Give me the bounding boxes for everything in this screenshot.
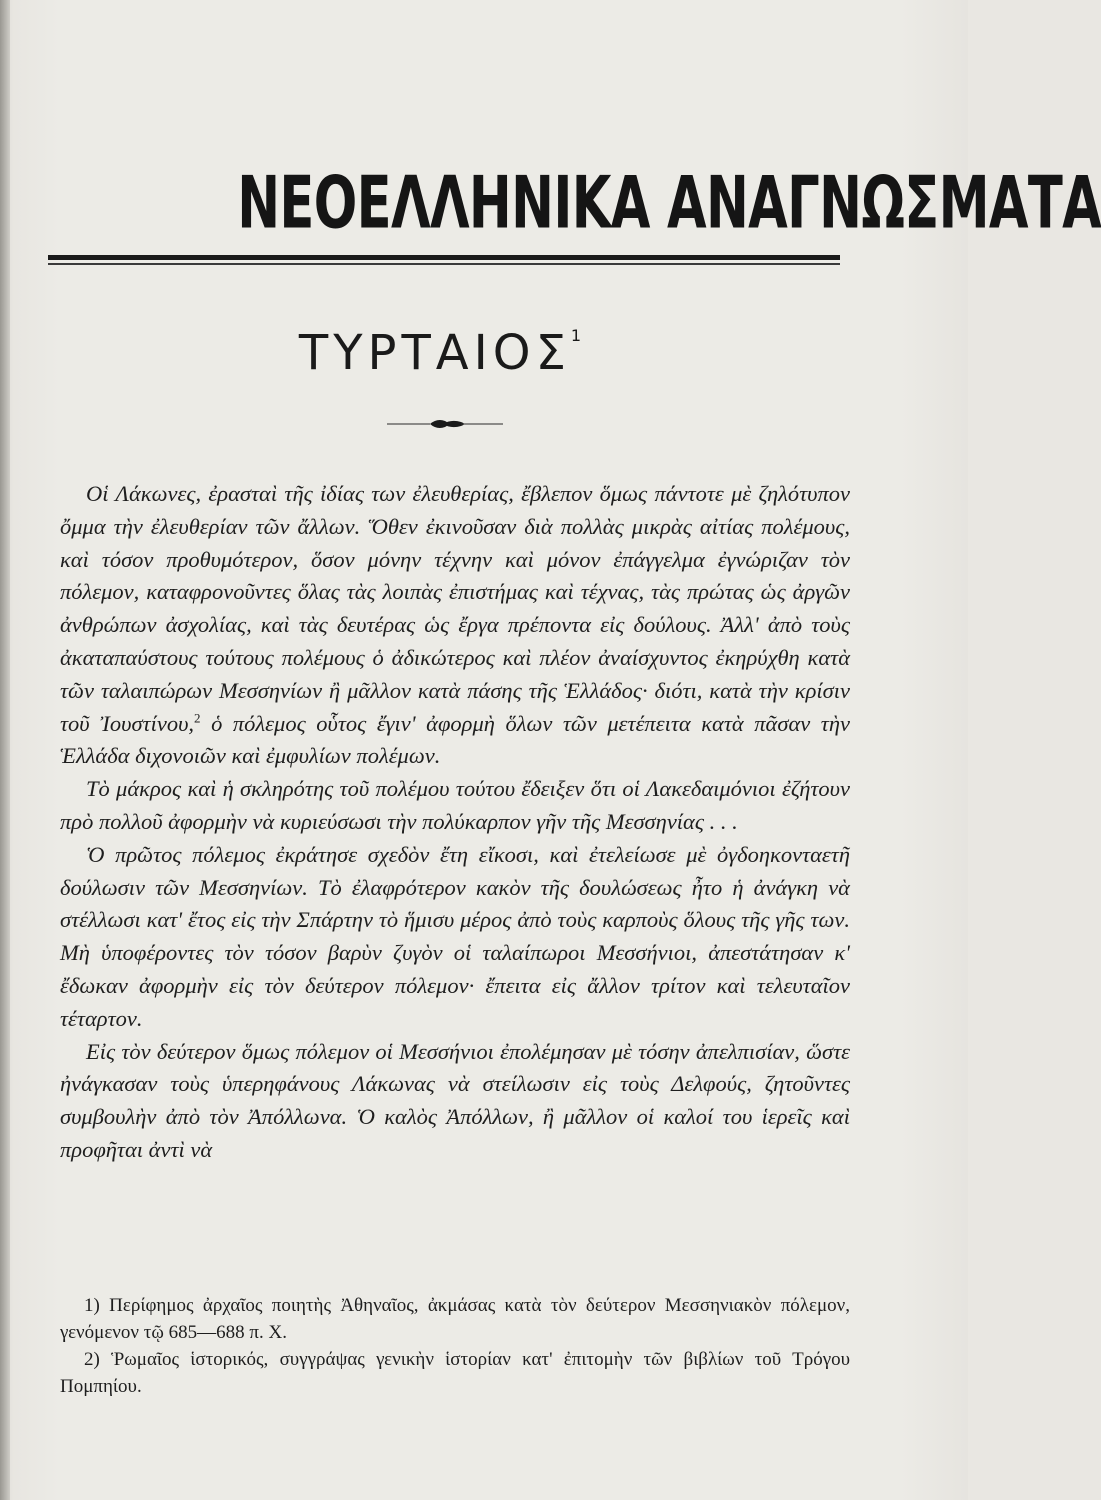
- main-text: [60, 478, 850, 1167]
- divider-ornament-icon: [385, 415, 505, 433]
- footnote-2: 2) Ῥωμαῖος ἱστορικός, συγγράψας γενικὴν ἱστορίαν κατ' ἐπιτομὴν τῶν βιβλίων τοῦ Τρόγου Πομπηίου.: [60, 1349, 850, 1397]
- masthead-rule-thick: [48, 255, 840, 260]
- footnote-marker-2: 2: [194, 710, 201, 726]
- masthead: ΝΕΟΕΛΛΗΝΙΚΑ ΑΝΑΓΝΩΣΜΑΤΑ: [237, 160, 1101, 245]
- title-footnote-marker: 1: [570, 326, 582, 345]
- paragraph-4: Εἰς τὸν δεύτερον ὅμως πόλεμον οἱ Μεσσήνιοι ἐπολέμησαν μὲ τόσην ἀπελπισίαν, ὥστε ἠνάγκασαν τοὺς ὑπερηφάνους Λάκωνας νὰ στείλωσιν εἰς τοὺς Δελφούς, ζητοῦντες συμβουλὴν ἀπὸ τὸν Ἀπόλλωνα. Ὁ καλὸς Ἀπόλλων, ἢ μᾶλλον οἱ καλοί του ἱερεῖς καὶ προφῆται ἀντὶ νὰ: [60, 1038, 850, 1162]
- paragraph-1-part-b: ὁ πόλεμος οὗτος ἔγιν' ἀφορμὴ ὅλων τῶν μετέπειτα κατὰ πᾶσαν τὴν Ἑλλάδα διχονοιῶν καὶ ἐμφυλίων πολέμων.: [60, 710, 850, 769]
- page-spine-shadow: [0, 0, 10, 1500]
- footnote-1: 1) Περίφημος ἀρχαῖος ποιητὴς Ἀθηναῖος, ἀκμάσας κατὰ τὸν δεύτερον Μεσσηνιακὸν πόλεμον, γενόμενον τῷ 685—688 π. Χ.: [60, 1295, 850, 1343]
- chapter-title-text: ΤΥΡΤΑΙΟΣ: [298, 325, 571, 381]
- paragraph-3: Ὁ πρῶτος πόλεμος ἐκράτησε σχεδὸν ἔτη εἴκοσι, καὶ ἐτελείωσε μὲ ὀγδοηκονταετῆ δούλωσιν τῶν Μεσσηνίων. Τὸ ἐλαφρότερον κακὸν τῆς δουλώσεως ἦτο ἡ ἀνάγκη νὰ στέλλωσι κατ' ἔτος εἰς τὴν Σπάρτην τὸ ἥμισυ μέρος ἀπὸ τοὺς καρποὺς ὅλους τῆς γῆς των. Μὴ ὑποφέροντες τὸν τόσον βαρὺν ζυγὸν οἱ ταλαίπωροι Μεσσήνιοι, ἀπεστάτησαν κ' ἔδωκαν ἀφορμὴν εἰς τὸν δεύτερον πόλεμον· ἔπειτα εἰς ἄλλον τρίτον καὶ τελευταῖον τέταρτον.: [60, 841, 850, 1031]
- paragraph-2: Τὸ μάκρος καὶ ἡ σκληρότης τοῦ πολέμου τούτου ἔδειξεν ὅτι οἱ Λακεδαιμόνιοι ἐζήτουν πρὸ πολλοῦ ἀφορμὴν νὰ κυριεύσωσι τὴν πολύκαρπον γῆν τῆς Μεσσηνίας . . .: [60, 776, 850, 834]
- paragraph-1-part-a: Οἱ Λάκωνες, ἐρασταὶ τῆς ἰδίας των ἐλευθερίας, ἔβλεπον ὅμως πάντοτε μὲ ζηλότυπον ὄμμα τὴν ἐλευθερίαν τῶν ἄλλων. Ὅθεν ἐκινοῦσαν διὰ πολλὰς μικρὰς αἰτίας πολέμους, καὶ τόσον προθυμότερον, ὅσον μόνην τέχνην καὶ μόνον ἐπάγγελμα ἐγνώριζαν τὸν πόλεμον, καταφρονοῦντες ὅλας τὰς λοιπὰς ἐπιστήμας καὶ τέχνας, τὰς πρώτας ὡς ἀργῶν ἀνθρώπων ἀσχολίας, καὶ τὰς δευτέρας ὡς ἔργα πρέποντα εἰς δούλους. Ἀλλ' ἀπὸ τοὺς ἀκαταπαύστους τούτους πολέμους ὁ ἀδικώτερος καὶ πλέον ἀναίσχυντος ἐκηρύχθη κατὰ τῶν ταλαιπώρων Μεσσηνίων ἢ μᾶλλον κατὰ πάσης τῆς Ἑλλάδος· διότι, κατὰ τὴν κρίσιν τοῦ Ἰουστίνου,: [60, 481, 850, 736]
- footnotes: [60, 1292, 850, 1400]
- chapter-title: [230, 325, 650, 381]
- paragraph-1: [60, 478, 850, 773]
- masthead-rule-thin: [48, 263, 840, 265]
